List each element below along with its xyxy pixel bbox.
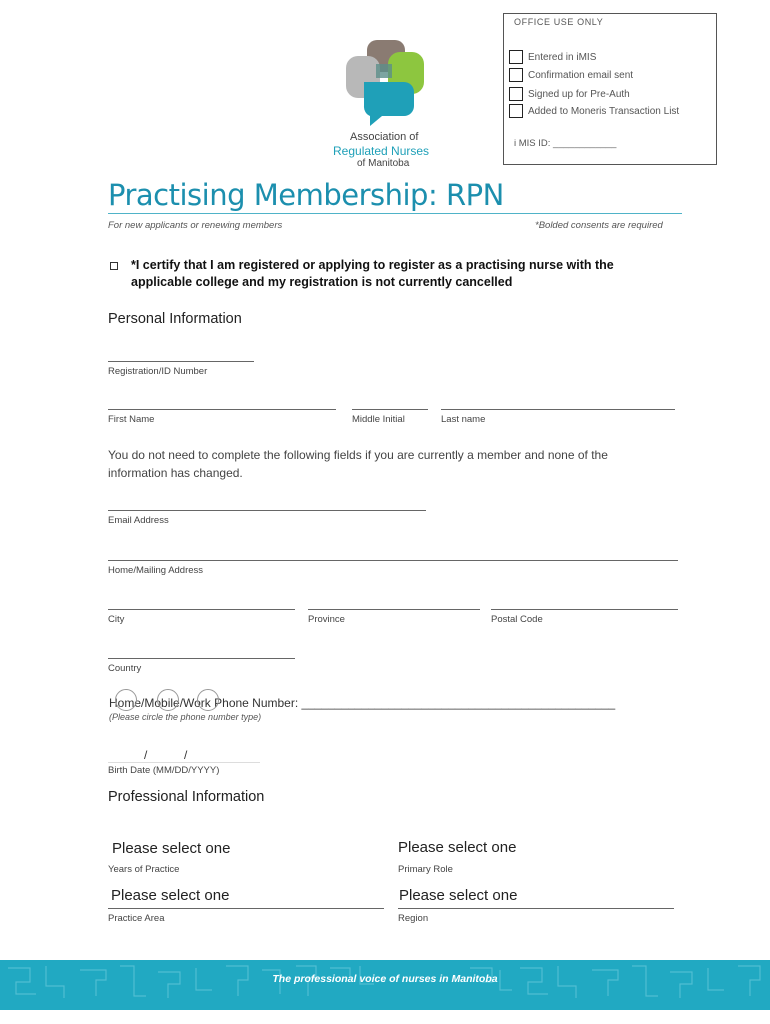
province-label: Province xyxy=(308,614,345,625)
subtitle-applicants: For new applicants or renewing members xyxy=(108,220,283,231)
last-name-input[interactable] xyxy=(441,409,675,410)
birth-date-separator-2: / xyxy=(184,748,188,762)
arnm-logo-icon xyxy=(340,38,430,128)
birth-date-separator-1: / xyxy=(144,748,148,762)
office-check-email[interactable]: Confirmation email sent xyxy=(509,68,633,82)
city-label: City xyxy=(108,614,125,625)
logo-text-line2: Regulated Nurses xyxy=(333,144,430,158)
region-label: Region xyxy=(398,913,429,924)
practice-area-select[interactable]: Please select one xyxy=(111,887,230,904)
practice-area-underline xyxy=(108,908,384,909)
checkbox[interactable] xyxy=(509,68,523,82)
footer-banner xyxy=(0,960,770,1010)
primary-role-select[interactable]: Please select one xyxy=(398,839,517,856)
checkbox[interactable] xyxy=(509,87,523,101)
office-use-title: OFFICE USE ONLY xyxy=(514,17,604,27)
region-underline xyxy=(398,908,674,909)
logo-text-line1: Association of xyxy=(350,131,419,143)
phone-type-home-circle[interactable] xyxy=(115,689,137,711)
practice-area-label: Practice Area xyxy=(108,913,165,924)
checkbox[interactable] xyxy=(509,50,523,64)
middle-initial-label: Middle Initial xyxy=(352,414,405,425)
birth-date-label: Birth Date (MM/DD/YYYY) xyxy=(108,765,220,776)
middle-initial-input[interactable] xyxy=(352,409,428,410)
address-label: Home/Mailing Address xyxy=(108,565,204,576)
registration-input[interactable] xyxy=(108,361,254,362)
imis-id-field[interactable]: i MIS ID: ____________ xyxy=(514,138,617,149)
region-select[interactable]: Please select one xyxy=(399,887,518,904)
province-input[interactable] xyxy=(308,609,480,610)
first-name-input[interactable] xyxy=(108,409,336,410)
last-name-label: Last name xyxy=(441,414,486,425)
primary-role-label: Primary Role xyxy=(398,864,453,875)
years-of-practice-select[interactable]: Please select one xyxy=(112,840,231,857)
registration-label: Registration/ID Number xyxy=(108,366,208,377)
logo-text-line3: of Manitoba xyxy=(357,158,410,169)
title-divider xyxy=(108,213,682,214)
subtitle-required-note: *Bolded consents are required xyxy=(535,220,663,231)
page-title: Practising Membership: RPN xyxy=(108,178,504,212)
city-input[interactable] xyxy=(108,609,295,610)
phone-type-mobile-circle[interactable] xyxy=(157,689,179,711)
country-label: Country xyxy=(108,663,142,674)
email-label: Email Address xyxy=(108,515,169,526)
checkbox[interactable] xyxy=(509,104,523,118)
office-check-imis[interactable]: Entered in iMIS xyxy=(509,50,596,64)
footer-pattern-icon xyxy=(0,960,770,1010)
years-of-practice-label: Years of Practice xyxy=(108,864,180,875)
birth-date-input[interactable] xyxy=(108,762,260,763)
professional-info-heading: Professional Information xyxy=(108,789,265,805)
postal-code-input[interactable] xyxy=(491,609,678,610)
optional-fields-note: You do not need to complete the following fields if you are currently a member and none of the information has changed. xyxy=(108,448,608,480)
phone-number-field[interactable]: Home/Mobile/Work Phone Number: _______________________________________________ xyxy=(109,696,616,710)
certify-checkbox[interactable] xyxy=(110,262,118,270)
office-check-moneris[interactable]: Added to Moneris Transaction List xyxy=(509,104,679,118)
phone-type-work-circle[interactable] xyxy=(197,689,219,711)
address-input[interactable] xyxy=(108,560,678,561)
personal-info-heading: Personal Information xyxy=(108,311,242,327)
footer-tagline: The professional voice of nurses in Manitoba xyxy=(272,973,498,985)
email-input[interactable] xyxy=(108,510,426,511)
country-input[interactable] xyxy=(108,658,295,659)
phone-type-note: (Please circle the phone number type) xyxy=(109,712,262,722)
certify-statement: *I certify that I am registered or applying to register as a practising nurse with the applicable college and my registration is not currently cancelled xyxy=(131,258,614,289)
office-check-preauth[interactable]: Signed up for Pre-Auth xyxy=(509,87,630,101)
postal-code-label: Postal Code xyxy=(491,614,543,625)
first-name-label: First Name xyxy=(108,414,155,425)
